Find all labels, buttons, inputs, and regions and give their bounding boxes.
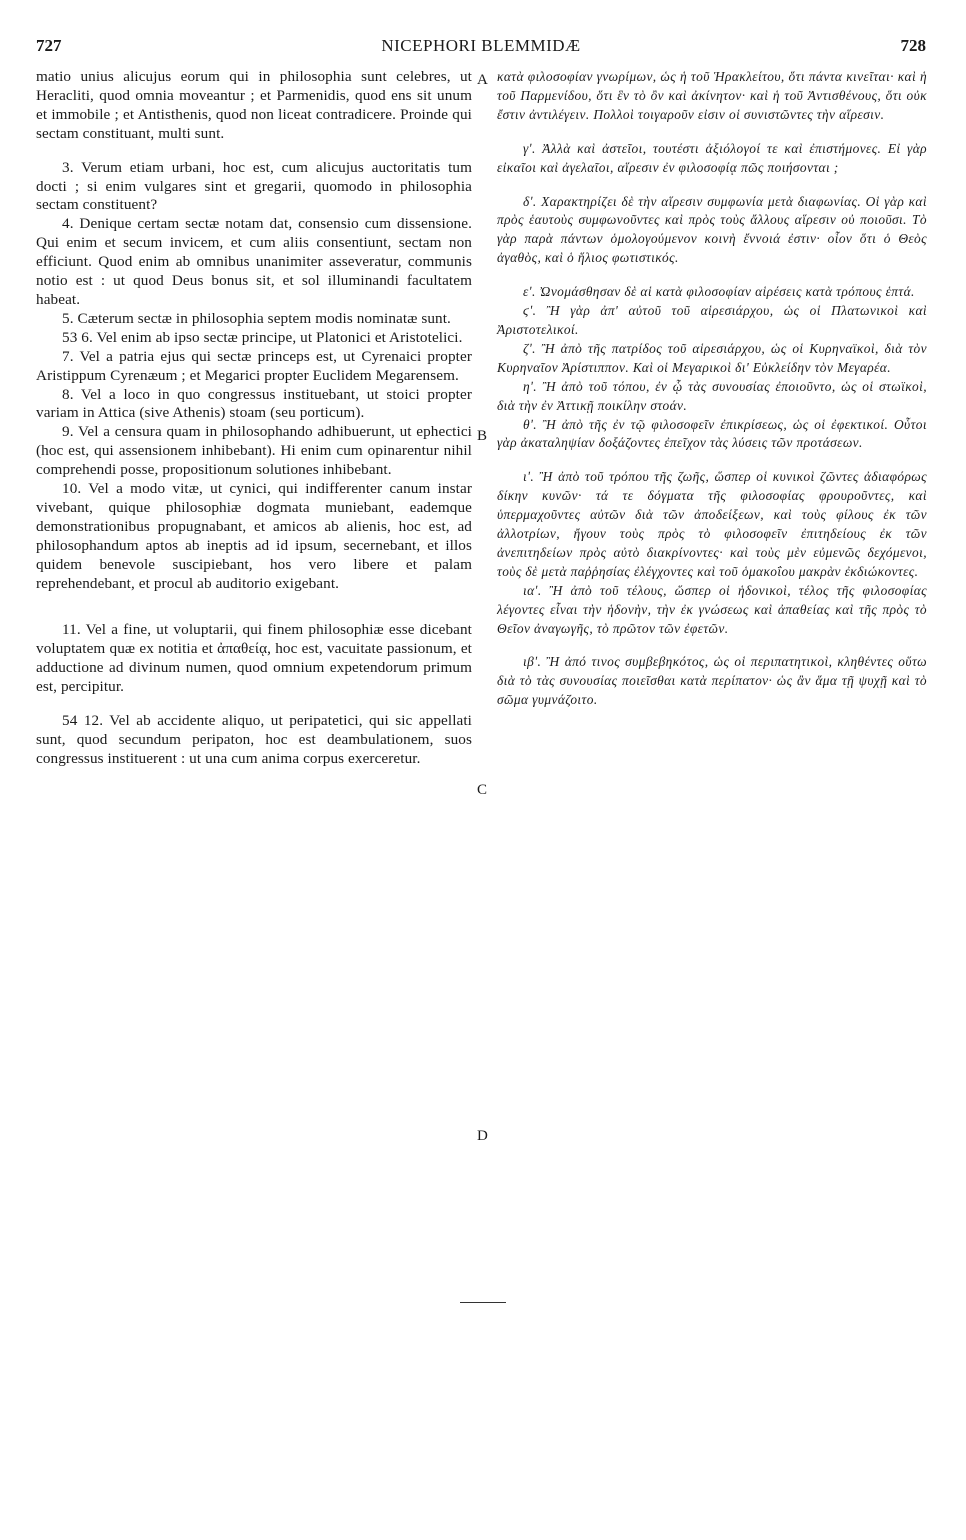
greek-paragraph: δʹ. Χαρακτηρίζει δὲ τὴν αἵρεσιν συμφωνία μετὰ διαφωνίας. Οἱ γὰρ καὶ πρὸς ἑαυτοὺς συμφωνοῦντες καὶ πρὸς τοὺς ἄλλους αἵρεσιν οὐ ποιοῦσι. Τὸ γὰρ παρὰ πάντων ὁμολογούμενον κοινὴ ἔννοιά ἐστιν· οἷον ὅτι ὁ Θεὸς ἀγαθὸς, καὶ ὁ ἥλιος φωτιστικός. [497,193,927,266]
latin-paragraph: matio unius alicujus eorum qui in philosophia sunt celebres, ut Heracliti, quod omnia moveantur ; et Parmenidis, quod ens sit unum et immobile ; et Antisthenis, quod non liceat contradicere. Proinde qui sectam constituant, multi sunt. [36,68,472,142]
greek-column [497,68,927,710]
greek-paragraph: ηʹ. Ἢ ἀπὸ τοῦ τόπου, ἐν ᾧ τὰς συνουσίας ἐποιοῦντο, ὡς οἱ στωϊκοὶ, διὰ τὴν ἐν Ἀττικῇ ποικίλην στοάν. [497,378,927,413]
latin-paragraph: 10. Vel a modo vitæ, ut cynici, qui indifferenter canum instar vivebant, quique philosophiæ dogmata muniebant, eademque demonstrationibus propugnabant, et amicos ab alienis, hoc est, ad philosophandum aptos ab ineptis ad id ipsum, secernebant, et illos quidem benevole suscipiebant, hos vero libere et palam reprehendebant, et procul ab auditorio exigebant. [36,480,472,592]
margin-letter-b: B [477,428,488,444]
latin-paragraph: 4. Denique certam sectæ notam dat, consensio cum dissensione. Qui enim et secum invicem, et cum aliis consentiunt, sectam non efficiunt. Quod enim ab omnibus unanimiter asseveratur, communis notio est : ut quod Deus bonus sit, et sol illuminandi facultatem habeat. [36,215,472,308]
greek-paragraph: γʹ. Ἀλλὰ καὶ ἀστεῖοι, τουτέστι ἀξιόλογοί τε καὶ ἐπιστήμονες. Εἰ γὰρ εἰκαῖοι καὶ ἀγελαῖοι, αἵρεσιν ἐν φιλοσοφίᾳ πῶς ποιήσονται ; [497,140,927,175]
running-title: NICEPHORI BLEMMIDÆ [381,36,581,55]
page-number-left: 727 [36,36,62,55]
latin-paragraph: 5. Cæterum sectæ in philosophia septem modis nominatæ sunt. [62,309,451,327]
greek-paragraph: ιαʹ. Ἢ ἀπὸ τοῦ τέλους, ὥσπερ οἱ ἡδονικοὶ, τέλος τῆς φιλοσοφίας λέγοντες εἶναι τὴν ἡδονὴν, τὴν ἐκ γνώσεως καὶ ἀπαθείας καὶ τῆς πρὸς τὸ Θεῖον ἀναγωγῆς, τὸ πρῶτον τῶν ἐφετῶν. [497,582,927,636]
greek-paragraph: ϛʹ. Ἢ γὰρ ἀπ' αὐτοῦ τοῦ αἱρεσιάρχου, ὡς οἱ Πλατωνικοὶ καὶ Ἀριστοτελικοί. [497,303,927,337]
greek-paragraph: εʹ. Ὠνομάσθησαν δὲ αἱ κατὰ φιλοσοφίαν αἱρέσεις κατὰ τρόπους ἑπτά. [523,284,915,300]
greek-paragraph: θʹ. Ἢ ἀπὸ τῆς ἐν τῷ φιλοσοφεῖν ἐπικρίσεως, ὡς οἱ ἐφεκτικοί. Οὗτοι γὰρ ἀκαταληψίαν δοξάζοντες ἐπεῖχον τὰς λύσεις τῶν προτάσεων. [497,416,927,451]
margin-letter-c: C [477,782,488,798]
greek-paragraph: ζʹ. Ἢ ἀπὸ τῆς πατρίδος τοῦ αἱρεσιάρχου, ὡς οἱ Κυρηναϊκοὶ, διὰ τὸν Κυρηναῖον Ἀρίστιππον. Καὶ οἱ Μεγαρικοὶ δι' Εὐκλείδην τὸν Μεγαρέα. [497,340,927,375]
page-number-right: 728 [900,36,926,55]
greek-paragraph: ιʹ. Ἢ ἀπὸ τοῦ τρόπου τῆς ζωῆς, ὥσπερ οἱ κυνικοὶ ζῶντες ἀδιαφόρως δίκην κυνῶν· τά τε δόγματα τῆς φιλοσοφίας φρουροῦντες, καὶ ὑπερμαχοῦντες αὐτῶν διὰ τῶν ἀποδείξεων, καὶ τοὺς φίλους ἐκ τῶν ἀλλοτρίων, ἤγουν τοὺς πρὸς τὸ φιλοσοφεῖν ἐπιτηδείους ἐκ τῶν ἀνεπιτηδείων πρὸς αὐτὸ διακρίνοντες· καὶ τοὺς μὲν εὐμενῶς δεχόμενοι, τοὺς δὲ μετὰ παῤῥησίας ἐλέγχοντες καὶ τοῦ ὁμακοΐου μακρὰν ἐκδιώκοντες. [497,469,927,579]
latin-paragraph: 11. Vel a fine, ut voluptarii, qui finem philosophiæ esse dicebant voluptatem quæ ex notitia et ἀπαθείᾳ, hoc est, vacuitate passionum, et adductione ad divinum numen, quod omnium expetendorum primum est, percipitur. [36,621,472,696]
latin-column [36,68,472,769]
latin-paragraph: 7. Vel a patria ejus qui sectæ princeps est, ut Cyrenaici propter Aristippum Cyrenæum ; et Megarici propter Euclidem Megarensem. [36,347,472,384]
running-header [36,36,926,56]
margin-letter-d: D [477,1128,488,1144]
margin-letter-a: A [477,72,488,88]
greek-paragraph: κατὰ φιλοσοφίαν γνωρίμων, ὡς ἡ τοῦ Ἡρακλείτου, ὅτι πάντα κινεῖται· καὶ ἡ τοῦ Παρμενίδου, ὅτι ἓν τὸ ὂν καὶ ἀκίνητον· καὶ ἡ τοῦ Ἀντισθένους, ὅτι οὐκ ἔστιν ἀντιλέγειν. Πολλοὶ τοιγαροῦν εἰσιν οἱ συνιστῶντες τὴν αἵρεσιν. [497,69,927,122]
latin-paragraph: 8. Vel a loco in quo congressus instituebant, ut stoici propter variam in Attica (sive Athenis) stoam (seu porticum). [36,385,472,422]
end-rule [460,1302,506,1303]
latin-paragraph: 54 12. Vel ab accidente aliquo, ut peripatetici, qui sic appellati sunt, quod secundum peripaton, hoc est deambulationem, suos congressus instituerent : ut una cum anima corpus exerceretur. [36,712,472,767]
latin-paragraph: 53 6. Vel enim ab ipso sectæ principe, ut Platonici et Aristotelici. [62,328,463,346]
latin-paragraph: 9. Vel a censura quam in philosophando adhibuerunt, ut ephectici (hoc est, qui assensionem inhibebant). Hi enim cum opinarentur nihil comprehendi posse, propositionum solutiones inhibebant. [36,423,472,479]
greek-paragraph: ιβʹ. Ἢ ἀπό τινος συμβεβηκότος, ὡς οἱ περιπατητικοὶ, κληθέντες οὕτω διὰ τὸ τὰς συνουσίας ποιεῖσθαι κατὰ περίπατον· ὡς ἂν ἅμα τῇ ψυχῇ καὶ τὸ σῶμα γυμνάζοιτο. [497,654,927,708]
latin-paragraph: 3. Verum etiam urbani, hoc est, cum alicujus auctoritatis tum docti ; si enim vulgares sint et gregarii, quomodo in philosophia sectam constituent? [36,158,472,214]
